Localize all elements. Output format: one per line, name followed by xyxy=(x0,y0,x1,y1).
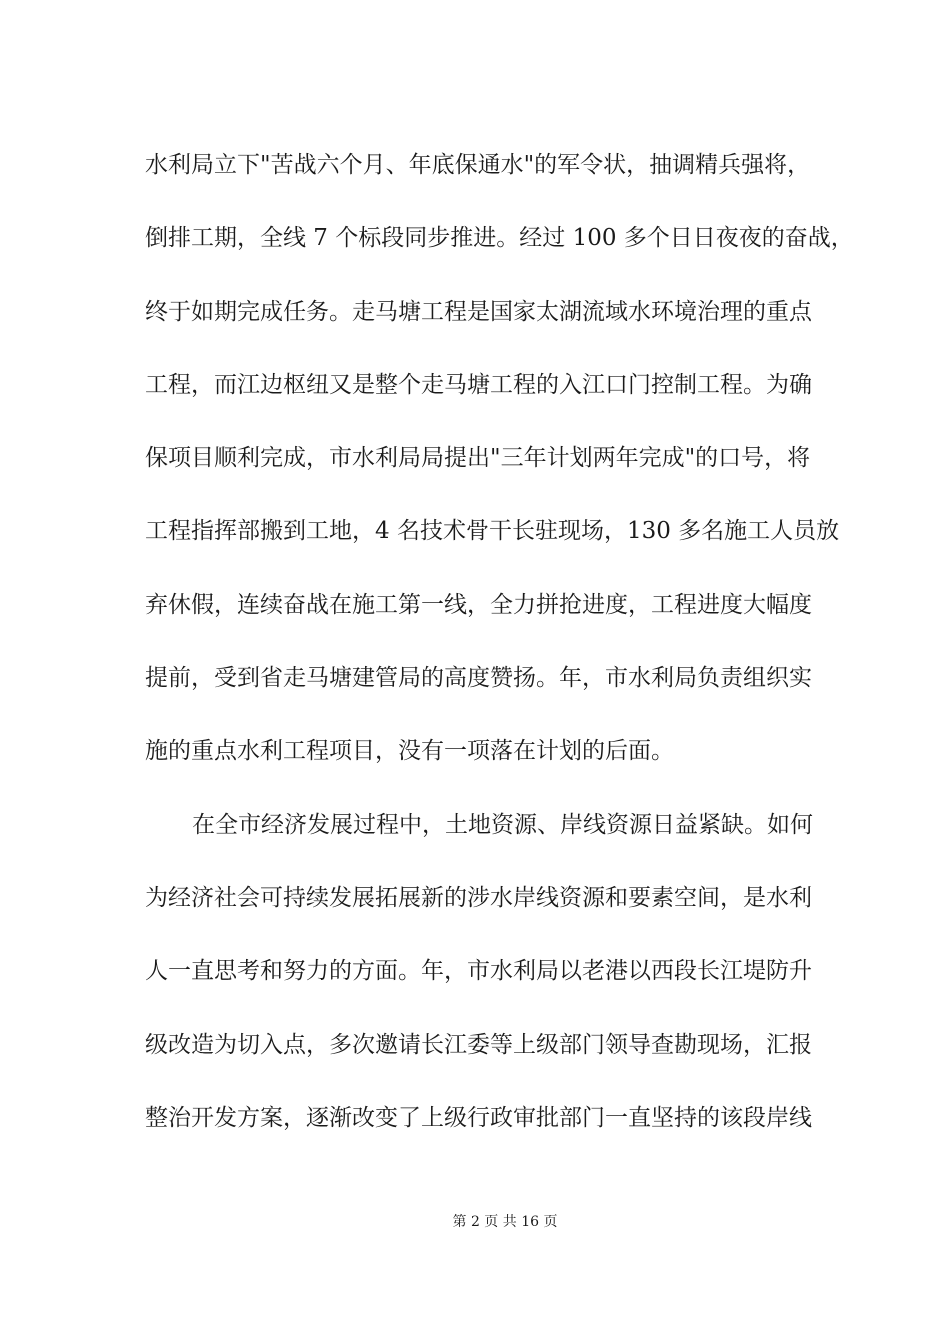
text-line: 终于如期完成任务。走马塘工程是国家太湖流域水环境治理的重点 xyxy=(145,298,812,325)
text-line: 工程，而江边枢纽又是整个走马塘工程的入江口门控制工程。为确 xyxy=(145,371,812,398)
text-line: 提前，受到省走马塘建管局的高度赞扬。年，市水利局负责组织实 xyxy=(145,665,812,692)
page-number-footer: 第 2 页 共 16 页 xyxy=(452,1214,558,1230)
body-text xyxy=(145,152,854,1180)
text-line: 弃休假，连续奋战在施工第一线，全力拼抢进度，工程进度大幅度 xyxy=(145,591,812,618)
text-line: 倒排工期，全线 7 个标段同步推进。经过 100 多个日日夜夜的奋战， xyxy=(145,225,854,252)
text-line: 施的重点水利工程项目，没有一项落在计划的后面。 xyxy=(145,738,674,765)
text-line: 整治开发方案，逐渐改变了上级行政审批部门一直坚持的该段岸线 xyxy=(145,1104,812,1131)
text-line: 工程指挥部搬到工地，4 名技术骨干长驻现场，130 多名施工人员放 xyxy=(145,518,840,545)
text-line: 保项目顺利完成，市水利局局提出"三年计划两年完成"的口号，将 xyxy=(145,445,811,472)
text-line: 为经济社会可持续发展拓展新的涉水岸线资源和要素空间，是水利 xyxy=(145,884,812,911)
text-line: 级改造为切入点，多次邀请长江委等上级部门领导查勘现场，汇报 xyxy=(145,1031,812,1058)
paragraph-start-line: 在全市经济发展过程中，土地资源、岸线资源日益紧缺。如何 xyxy=(192,811,813,838)
text-line: 水利局立下"苦战六个月、年底保通水"的军令状，抽调精兵强将， xyxy=(145,152,811,178)
text-line: 人一直思考和努力的方面。年，市水利局以老港以西段长江堤防升 xyxy=(145,958,812,985)
